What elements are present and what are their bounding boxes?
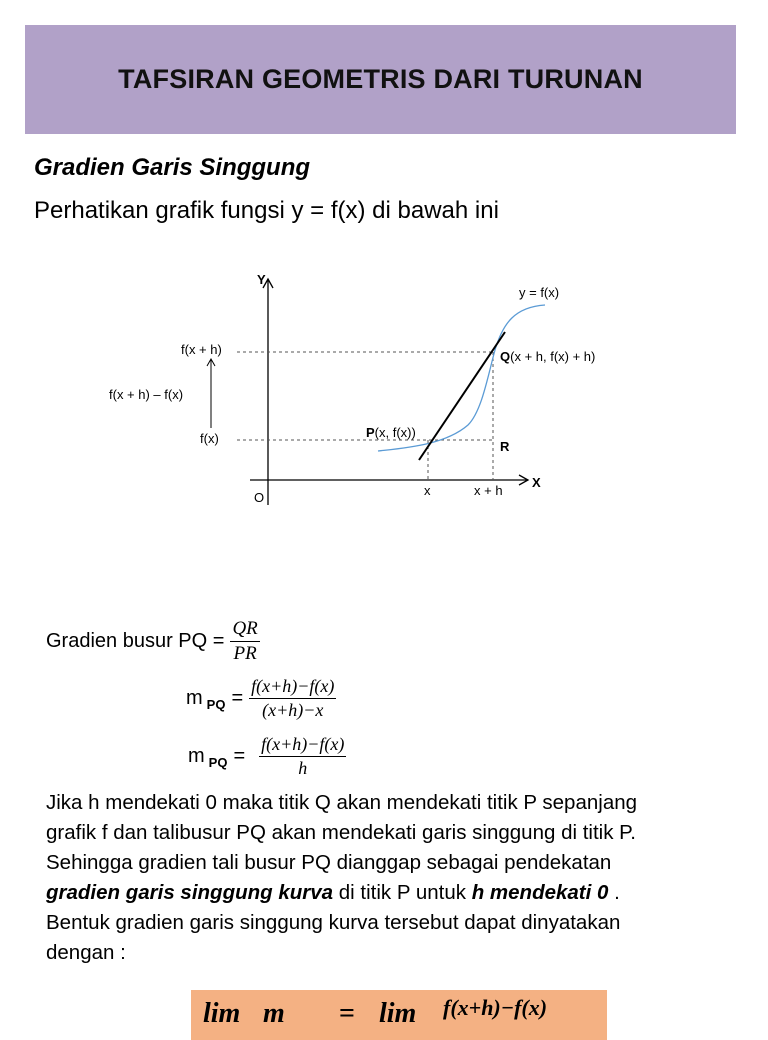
fxh-label: f(x + h) [181,342,222,357]
paragraph-text: di titik P untuk [333,881,472,904]
secant-line-pq [419,332,505,460]
point-r-label: R [500,439,510,454]
explanation-paragraph [46,788,746,968]
m-symbol: m [263,998,285,1029]
fx-label: f(x) [200,431,219,446]
paragraph-line: grafik f dan talibusur PQ akan mendekati garis singgung di titik P. [46,821,636,844]
paragraph-text: . [608,881,620,904]
pq-subscript: PQ [208,755,228,770]
fraction-numerator: f(x+h)−f(x) [249,676,336,699]
fraction-denominator: PR [233,643,257,664]
gradient-definition [46,618,260,665]
curve-label: y = f(x) [519,285,560,300]
lim-text: lim [203,998,241,1029]
origin-label: O [254,490,265,505]
page-title: TAFSIRAN GEOMETRIS DARI TURUNAN [118,64,643,94]
fraction-numerator: QR [230,618,259,642]
difference-label: f(x + h) – f(x) [109,387,184,402]
emphasis-text: gradien garis singgung kurva [46,881,334,904]
fraction-denominator: h [298,758,308,778]
x-axis-label: X [532,475,541,490]
gradient-label: Gradien busur PQ = [46,630,225,652]
y-axis-label: Y [257,272,266,287]
gradient-fraction-2 [259,734,346,779]
lim-text: lim [379,998,417,1029]
point-p-label: P(x, f(x)) [366,425,416,440]
paragraph-line [46,878,746,908]
tick-xh-label: x + h [474,483,503,498]
equals-sign: = [233,745,246,767]
m-symbol: m [188,745,205,767]
equals-sign: = [339,998,355,1029]
equals-sign: = [231,687,244,709]
paragraph-line: Jika h mendekati 0 maka titik Q akan mendekati titik P sepanjang [46,791,638,814]
section-subtitle: Gradien Garis Singgung [34,154,311,181]
paragraph-line: dengan : [46,941,126,964]
pq-subscript: PQ [206,697,226,712]
fraction-numerator: f(x+h)−f(x) [259,734,346,757]
qr-over-pr-fraction [230,618,259,665]
limit-formula-box [191,990,607,1040]
gradient-formula-1 [186,676,336,721]
gradient-fraction-1 [249,676,336,721]
title-banner [25,25,736,134]
point-q-label: Q(x + h, f(x) + h) [500,349,596,364]
fraction-denominator: (x+h)−x [262,700,324,720]
function-graph [0,255,768,515]
intro-text: Perhatikan grafik fungsi y = f(x) di bawah ini [34,197,499,224]
tick-x-label: x [424,483,431,498]
limit-numerator: f(x+h)−f(x) [443,995,548,1020]
gradient-formula-2 [188,734,346,779]
paragraph-line: Sehingga gradien tali busur PQ dianggap sebagai pendekatan [46,851,612,874]
emphasis-text: h mendekati 0 [471,881,609,904]
paragraph-line: Bentuk gradien garis singgung kurva tersebut dapat dinyatakan [46,911,621,934]
m-symbol: m [186,687,203,709]
